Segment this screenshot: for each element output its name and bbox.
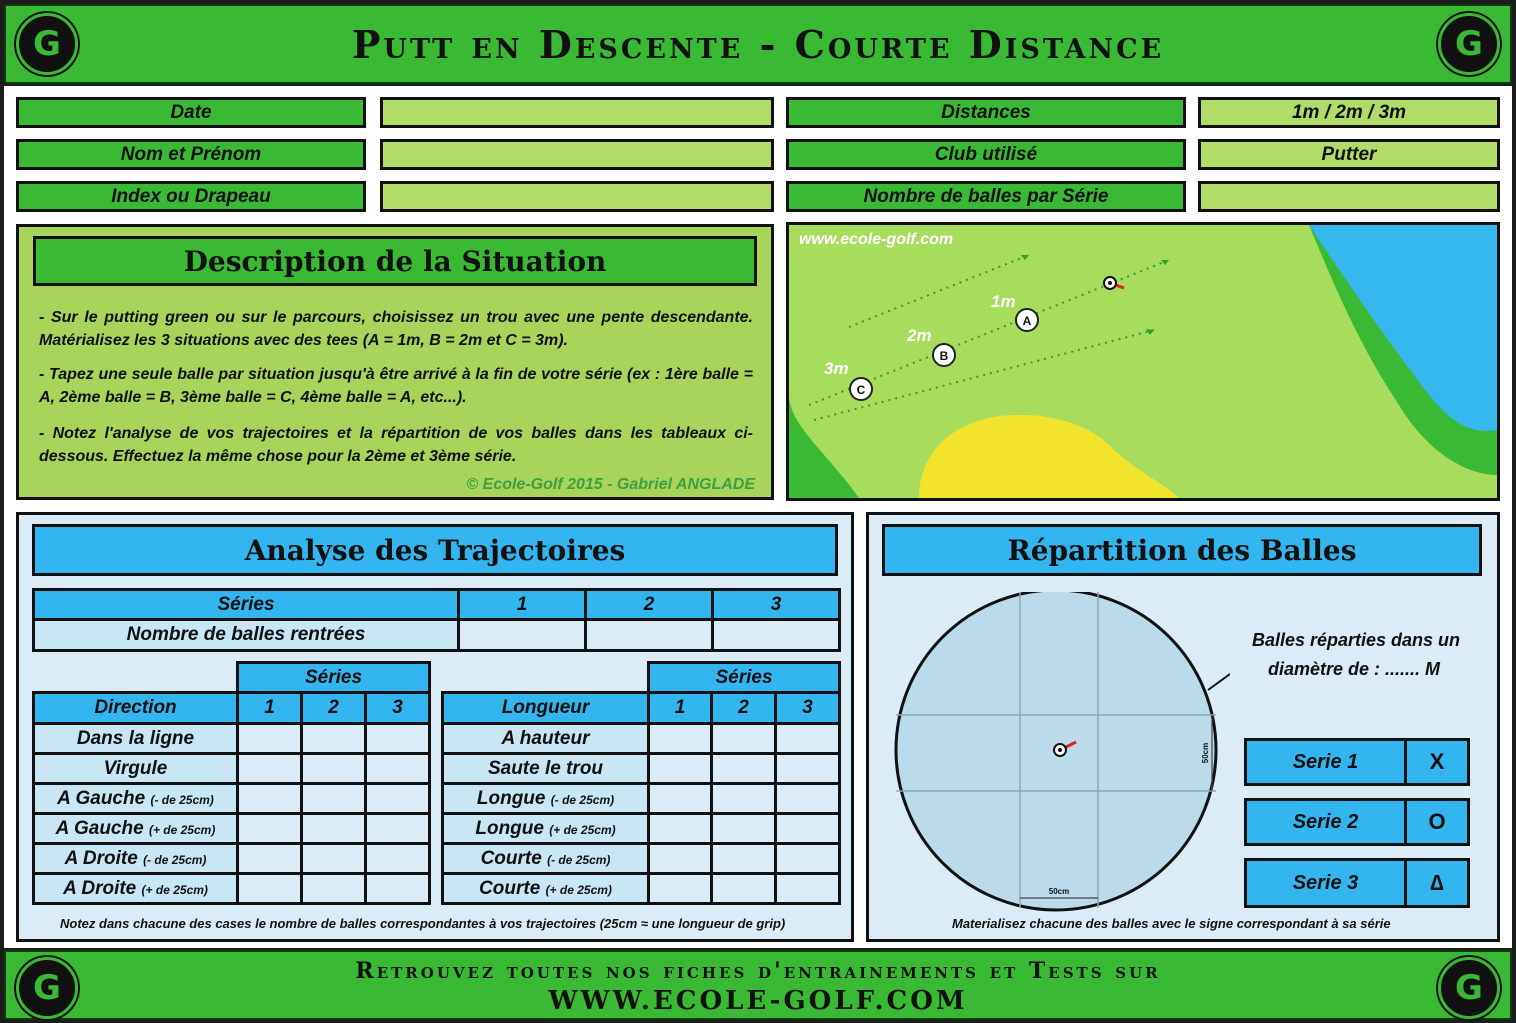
input-cell[interactable] — [776, 784, 840, 814]
legend-serie-3 — [1244, 858, 1470, 908]
info-value-balls-per-series[interactable] — [1198, 181, 1500, 212]
direction-row-label: A Gauche (- de 25cm) — [34, 784, 238, 814]
input-cell[interactable] — [366, 814, 430, 844]
ecole-golf-logo-icon: G — [16, 957, 78, 1019]
direction-row-label: A Droite (+ de 25cm) — [34, 874, 238, 904]
analyse-note: Notez dans chacune des cases le nombre de balles correspondantes à vos trajectoires (25cm ≈ une longueur de grip) — [60, 916, 786, 931]
input-cell[interactable] — [586, 620, 713, 651]
longueur-row-label: Longue (- de 25cm) — [443, 784, 649, 814]
triangle-icon: ∆ — [1407, 861, 1467, 905]
footer-url-link[interactable]: WWW.ECOLE-GOLF.COM — [548, 986, 968, 1016]
longueur-row-label: Saute le trou — [443, 754, 649, 784]
direction-row-label: Virgule — [34, 754, 238, 784]
input-cell[interactable] — [712, 724, 776, 754]
info-value-club[interactable]: Putter — [1198, 139, 1500, 170]
input-cell[interactable] — [712, 814, 776, 844]
info-label-distances: Distances — [786, 97, 1186, 128]
repartition-title: Répartition des Balles — [882, 524, 1482, 576]
page-title: Putt en Descente - Courte Distance — [351, 21, 1165, 67]
distance-3m-label: 3m — [824, 359, 849, 378]
series-header: Séries — [238, 663, 430, 693]
direction-row-label: Dans la ligne — [34, 724, 238, 754]
longueur-row-label: A hauteur — [443, 724, 649, 754]
tee-b-letter: B — [939, 349, 949, 363]
target-circle-diagram — [890, 592, 1230, 912]
footer-banner — [4, 950, 1512, 1020]
series-header: Séries — [34, 590, 459, 620]
longueur-row-label: Courte (- de 25cm) — [443, 844, 649, 874]
cross-icon: X — [1407, 741, 1467, 783]
tee-a-letter: A — [1022, 314, 1032, 328]
input-cell[interactable] — [366, 754, 430, 784]
input-cell[interactable] — [238, 814, 302, 844]
description-title: Description de la Situation — [33, 236, 757, 286]
direction-row-label: A Droite (- de 25cm) — [34, 844, 238, 874]
direction-header: Direction — [34, 693, 238, 724]
input-cell[interactable] — [302, 844, 366, 874]
series-number: 2 — [586, 590, 713, 620]
series-number: 3 — [713, 590, 840, 620]
series-number: 1 — [238, 693, 302, 724]
series-number: 2 — [302, 693, 366, 724]
input-cell[interactable] — [649, 844, 712, 874]
legend-label: Serie 3 — [1247, 861, 1407, 905]
input-cell[interactable] — [366, 874, 430, 904]
green-map — [786, 222, 1500, 501]
repartition-note: Materialisez chacune des balles avec le signe correspondant à sa série — [952, 916, 1391, 931]
input-cell[interactable] — [302, 784, 366, 814]
info-value-distances[interactable]: 1m / 2m / 3m — [1198, 97, 1500, 128]
direction-table — [32, 661, 431, 905]
series-header: Séries — [649, 663, 840, 693]
input-cell[interactable] — [238, 784, 302, 814]
ecole-golf-logo-icon: G — [1438, 13, 1500, 75]
diameter-line1: Balles réparties dans un — [1251, 630, 1461, 650]
series-number: 3 — [366, 693, 430, 724]
input-cell[interactable] — [712, 784, 776, 814]
input-cell[interactable] — [238, 844, 302, 874]
longueur-table — [441, 661, 841, 905]
info-label-index: Index ou Drapeau — [16, 181, 366, 212]
tee-c-letter: C — [856, 383, 866, 397]
series-number: 1 — [649, 693, 712, 724]
description-panel — [16, 224, 774, 500]
legend-serie-2 — [1244, 798, 1470, 846]
analyse-title: Analyse des Trajectoires — [32, 524, 838, 576]
input-cell[interactable] — [712, 844, 776, 874]
input-cell[interactable] — [302, 874, 366, 904]
series-number: 1 — [459, 590, 586, 620]
input-cell[interactable] — [649, 814, 712, 844]
input-cell[interactable] — [238, 874, 302, 904]
longueur-row-label: Longue (+ de 25cm) — [443, 814, 649, 844]
copyright-text: © Ecole-Golf 2015 - Gabriel ANGLADE — [466, 476, 755, 493]
info-label-date: Date — [16, 97, 366, 128]
description-paragraph: - Notez l'analyse de vos trajectoires et la répartition de vos balles dans les tableaux ci-dessous. Effectuez la même chose pour la 2ème et 3ème série. — [39, 425, 753, 465]
input-cell[interactable] — [302, 754, 366, 784]
input-cell[interactable] — [302, 814, 366, 844]
direction-row-label: A Gauche (+ de 25cm) — [34, 814, 238, 844]
input-cell[interactable] — [366, 844, 430, 874]
description-paragraph: - Tapez une seule balle par situation jusqu'à être arrivé à la fin de votre série (ex : 1ère balle = A, 2ème balle = B, 3ème balle = C, 4ème balle = A, etc...). — [39, 366, 753, 406]
rentrees-table — [32, 588, 841, 652]
dimension-label: 50cm — [1201, 742, 1210, 764]
info-value-date[interactable] — [380, 97, 774, 128]
info-label-name: Nom et Prénom — [16, 139, 366, 170]
longueur-row-label: Courte (+ de 25cm) — [443, 874, 649, 904]
input-cell[interactable] — [776, 754, 840, 784]
green-map-illustration — [789, 225, 1497, 498]
distance-1m-label: 1m — [991, 292, 1016, 311]
legend-label: Serie 2 — [1247, 801, 1407, 843]
info-label-balls-per-series: Nombre de balles par Série — [786, 181, 1186, 212]
info-value-name[interactable] — [380, 139, 774, 170]
ecole-golf-logo-icon: G — [1438, 957, 1500, 1019]
longueur-header: Longueur — [443, 693, 649, 724]
input-cell[interactable] — [366, 724, 430, 754]
circle-icon: O — [1407, 801, 1467, 843]
legend-serie-1 — [1244, 738, 1470, 786]
map-url: www.ecole-golf.com — [799, 231, 954, 248]
diameter-line2: diamètre de : ....... M — [1267, 659, 1441, 679]
legend-label: Serie 1 — [1247, 741, 1407, 783]
input-cell[interactable] — [649, 754, 712, 784]
description-paragraph: - Sur le putting green ou sur le parcours, choisissez un trou avec une pente descendante. Matérialisez les 3 situations avec des tees (A = 1m, B = 2m et C = 3m). — [39, 309, 753, 349]
input-cell[interactable] — [302, 724, 366, 754]
input-cell[interactable] — [238, 754, 302, 784]
input-cell[interactable] — [459, 620, 586, 651]
rentrees-label: Nombre de balles rentrées — [34, 620, 459, 651]
dimension-label: 50cm — [1048, 887, 1070, 896]
header-banner — [4, 4, 1512, 84]
input-cell[interactable] — [649, 784, 712, 814]
input-cell[interactable] — [238, 724, 302, 754]
input-cell[interactable] — [712, 874, 776, 904]
input-cell[interactable] — [776, 874, 840, 904]
input-cell[interactable] — [776, 814, 840, 844]
input-cell[interactable] — [776, 724, 840, 754]
input-cell[interactable] — [776, 844, 840, 874]
distance-2m-label: 2m — [907, 326, 932, 345]
info-label-club: Club utilisé — [786, 139, 1186, 170]
input-cell[interactable] — [713, 620, 840, 651]
input-cell[interactable] — [649, 724, 712, 754]
input-cell[interactable] — [366, 784, 430, 814]
series-number: 3 — [776, 693, 840, 724]
info-value-index[interactable] — [380, 181, 774, 212]
series-number: 2 — [712, 693, 776, 724]
input-cell[interactable] — [649, 874, 712, 904]
input-cell[interactable] — [712, 754, 776, 784]
footer-line1: Retrouvez toutes nos fiches d'entrainements et Tests sur — [355, 958, 1161, 984]
ecole-golf-logo-icon: G — [16, 13, 78, 75]
